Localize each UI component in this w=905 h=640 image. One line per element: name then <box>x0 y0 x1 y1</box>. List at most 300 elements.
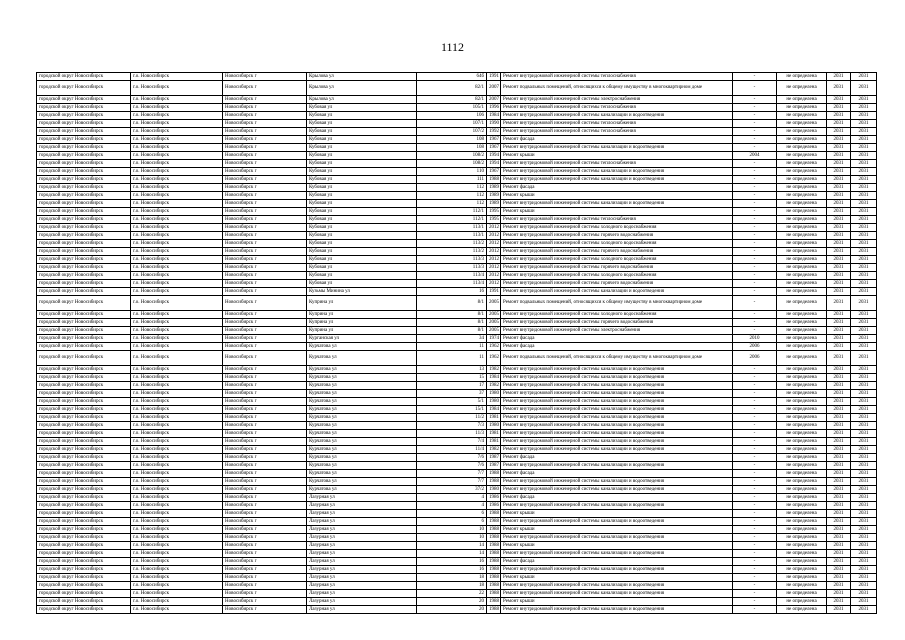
table-row <box>37 112 877 120</box>
settlement-cell: г.о. Новосибирск <box>131 590 223 598</box>
plan-end-cell: 2031 <box>851 382 877 390</box>
street-cell: Курчатова ул <box>307 486 417 494</box>
plan-end-cell: 2031 <box>851 454 877 462</box>
street-cell: Лазурная ул <box>307 606 417 614</box>
work-type-cell: Ремонт внутридомовой инженерной системы канализации и водоотведения <box>501 374 733 382</box>
work-type-cell: Ремонт внутридомовой инженерной системы канализации и водоотведения <box>501 478 733 486</box>
capital-repair-table <box>36 72 877 614</box>
plan-end-cell: 2031 <box>851 550 877 558</box>
plan-end-cell: 2031 <box>851 335 877 343</box>
table-row <box>37 96 877 104</box>
plan-end-cell: 2031 <box>851 566 877 574</box>
year-built-cell: 1994 <box>487 152 501 160</box>
work-type-cell: Ремонт подвальных помещений, относящихся к общему имуществу в многоквартирном доме <box>501 81 733 96</box>
plan-end-cell: 2031 <box>851 462 877 470</box>
city-cell: Новосибирск г <box>223 542 307 550</box>
year-built-cell: 2005 <box>487 311 501 319</box>
last-repair-cell: - <box>733 526 777 534</box>
cost-cell: не определена <box>777 446 827 454</box>
plan-end-cell: 2031 <box>851 311 877 319</box>
last-repair-cell: 2006 <box>733 343 777 351</box>
plan-end-cell: 2031 <box>851 208 877 216</box>
plan-start-cell: 2031 <box>827 422 851 430</box>
table-row <box>37 351 877 366</box>
table-row <box>37 550 877 558</box>
municipality-cell: городской округ Новосибирск <box>37 104 131 112</box>
year-built-cell: 1967 <box>487 144 501 152</box>
cost-cell: не определена <box>777 168 827 176</box>
city-cell: Новосибирск г <box>223 494 307 502</box>
house-cell: 11 <box>417 351 487 366</box>
last-repair-cell: - <box>733 256 777 264</box>
settlement-cell: г.о. Новосибирск <box>131 120 223 128</box>
plan-start-cell: 2031 <box>827 366 851 374</box>
year-built-cell: 1988 <box>487 606 501 614</box>
street-cell: Кубовая ул <box>307 192 417 200</box>
settlement-cell: г.о. Новосибирск <box>131 256 223 264</box>
last-repair-cell: - <box>733 550 777 558</box>
last-repair-cell: - <box>733 248 777 256</box>
street-cell: Кубовая ул <box>307 248 417 256</box>
house-cell: 37/2 <box>417 486 487 494</box>
street-cell: Лазурная ул <box>307 550 417 558</box>
street-cell: Кубовая ул <box>307 136 417 144</box>
municipality-cell: городской округ Новосибирск <box>37 296 131 311</box>
table-row <box>37 208 877 216</box>
cost-cell: не определена <box>777 414 827 422</box>
last-repair-cell: - <box>733 224 777 232</box>
work-type-cell: Ремонт внутридомовой инженерной системы канализации и водоотведения <box>501 398 733 406</box>
work-type-cell: Ремонт внутридомовой инженерной системы канализации и водоотведения <box>501 486 733 494</box>
year-built-cell: 2012 <box>487 240 501 248</box>
table-row <box>37 81 877 96</box>
city-cell: Новосибирск г <box>223 136 307 144</box>
table-row <box>37 462 877 470</box>
year-built-cell: 1962 <box>487 351 501 366</box>
street-cell: Лазурная ул <box>307 558 417 566</box>
city-cell: Новосибирск г <box>223 208 307 216</box>
last-repair-cell: - <box>733 366 777 374</box>
house-cell: 111 <box>417 176 487 184</box>
street-cell: Крылова ул <box>307 73 417 81</box>
last-repair-cell: - <box>733 73 777 81</box>
last-repair-cell: 2006 <box>733 351 777 366</box>
municipality-cell: городской округ Новосибирск <box>37 438 131 446</box>
table-row <box>37 176 877 184</box>
table-body <box>37 73 877 614</box>
plan-start-cell: 2031 <box>827 256 851 264</box>
last-repair-cell: - <box>733 81 777 96</box>
city-cell: Новосибирск г <box>223 351 307 366</box>
plan-start-cell: 2031 <box>827 478 851 486</box>
last-repair-cell: - <box>733 216 777 224</box>
municipality-cell: городской округ Новосибирск <box>37 248 131 256</box>
plan-start-cell: 2031 <box>827 192 851 200</box>
plan-end-cell: 2031 <box>851 574 877 582</box>
last-repair-cell: - <box>733 606 777 614</box>
last-repair-cell: - <box>733 104 777 112</box>
settlement-cell: г.о. Новосибирск <box>131 112 223 120</box>
settlement-cell: г.о. Новосибирск <box>131 224 223 232</box>
last-repair-cell: - <box>733 264 777 272</box>
plan-start-cell: 2031 <box>827 486 851 494</box>
table-row <box>37 398 877 406</box>
table-row <box>37 438 877 446</box>
plan-start-cell: 2031 <box>827 248 851 256</box>
cost-cell: не определена <box>777 128 827 136</box>
work-type-cell: Ремонт внутридомовой инженерной системы канализации и водоотведения <box>501 200 733 208</box>
plan-start-cell: 2031 <box>827 343 851 351</box>
work-type-cell: Ремонт внутридомовой инженерной системы канализации и водоотведения <box>501 144 733 152</box>
last-repair-cell: - <box>733 590 777 598</box>
municipality-cell: городской округ Новосибирск <box>37 398 131 406</box>
settlement-cell: г.о. Новосибирск <box>131 462 223 470</box>
plan-start-cell: 2031 <box>827 288 851 296</box>
plan-start-cell: 2031 <box>827 590 851 598</box>
city-cell: Новосибирск г <box>223 550 307 558</box>
street-cell: Кузьмы Минина ул <box>307 288 417 296</box>
plan-end-cell: 2031 <box>851 374 877 382</box>
plan-start-cell: 2031 <box>827 398 851 406</box>
city-cell: Новосибирск г <box>223 502 307 510</box>
house-cell: 7/4 <box>417 438 487 446</box>
settlement-cell: г.о. Новосибирск <box>131 438 223 446</box>
year-built-cell: 1988 <box>487 566 501 574</box>
plan-end-cell: 2031 <box>851 104 877 112</box>
municipality-cell: городской округ Новосибирск <box>37 351 131 366</box>
house-cell: 112/1 <box>417 216 487 224</box>
work-type-cell: Ремонт внутридомовой инженерной системы холодного водоснабжения <box>501 224 733 232</box>
street-cell: Курчатова ул <box>307 478 417 486</box>
plan-end-cell: 2031 <box>851 288 877 296</box>
year-built-cell: 1994 <box>487 160 501 168</box>
work-type-cell: Ремонт внутридомовой инженерной системы канализации и водоотведения <box>501 366 733 374</box>
plan-end-cell: 2031 <box>851 398 877 406</box>
last-repair-cell: - <box>733 430 777 438</box>
year-built-cell: 1989 <box>487 200 501 208</box>
street-cell: Курчатова ул <box>307 430 417 438</box>
year-built-cell: 1996 <box>487 104 501 112</box>
street-cell: Крылова ул <box>307 81 417 96</box>
last-repair-cell: 2010 <box>733 335 777 343</box>
city-cell: Новосибирск г <box>223 430 307 438</box>
municipality-cell: городской округ Новосибирск <box>37 534 131 542</box>
settlement-cell: г.о. Новосибирск <box>131 422 223 430</box>
house-cell: 108/2 <box>417 152 487 160</box>
house-cell: 11 <box>417 343 487 351</box>
year-built-cell: 1981 <box>487 438 501 446</box>
year-built-cell: 1984 <box>487 406 501 414</box>
cost-cell: не определена <box>777 152 827 160</box>
cost-cell: не определена <box>777 406 827 414</box>
plan-end-cell: 2031 <box>851 526 877 534</box>
cost-cell: не определена <box>777 160 827 168</box>
year-built-cell: 2012 <box>487 264 501 272</box>
work-type-cell: Ремонт фасада <box>501 136 733 144</box>
plan-end-cell: 2031 <box>851 184 877 192</box>
last-repair-cell: - <box>733 494 777 502</box>
house-cell: 37 <box>417 390 487 398</box>
year-built-cell: 2005 <box>487 296 501 311</box>
house-cell: 64б <box>417 73 487 81</box>
street-cell: Кубовая ул <box>307 200 417 208</box>
plan-start-cell: 2031 <box>827 430 851 438</box>
plan-end-cell: 2031 <box>851 478 877 486</box>
house-cell: 8/1 <box>417 311 487 319</box>
city-cell: Новосибирск г <box>223 518 307 526</box>
settlement-cell: г.о. Новосибирск <box>131 343 223 351</box>
house-cell: 105/1 <box>417 104 487 112</box>
work-type-cell: Ремонт внутридомовой инженерной системы канализации и водоотведения <box>501 438 733 446</box>
work-type-cell: Ремонт внутридомовой инженерной системы холодного водоснабжения <box>501 272 733 280</box>
house-cell: 34 <box>417 335 487 343</box>
cost-cell: не определена <box>777 176 827 184</box>
last-repair-cell: - <box>733 454 777 462</box>
cost-cell: не определена <box>777 264 827 272</box>
city-cell: Новосибирск г <box>223 366 307 374</box>
cost-cell: не определена <box>777 606 827 614</box>
cost-cell: не определена <box>777 192 827 200</box>
plan-end-cell: 2031 <box>851 494 877 502</box>
plan-end-cell: 2031 <box>851 200 877 208</box>
year-built-cell: 1988 <box>487 550 501 558</box>
cost-cell: не определена <box>777 120 827 128</box>
house-cell: 106 <box>417 112 487 120</box>
last-repair-cell: - <box>733 518 777 526</box>
cost-cell: не определена <box>777 256 827 264</box>
year-built-cell: 1984 <box>487 112 501 120</box>
last-repair-cell: - <box>733 96 777 104</box>
street-cell: Курчатова ул <box>307 351 417 366</box>
plan-end-cell: 2031 <box>851 343 877 351</box>
table-row <box>37 319 877 327</box>
cost-cell: не определена <box>777 478 827 486</box>
municipality-cell: городской округ Новосибирск <box>37 176 131 184</box>
street-cell: Лазурная ул <box>307 574 417 582</box>
settlement-cell: г.о. Новосибирск <box>131 200 223 208</box>
house-cell: 10 <box>417 526 487 534</box>
last-repair-cell: - <box>733 136 777 144</box>
cost-cell: не определена <box>777 216 827 224</box>
plan-end-cell: 2031 <box>851 470 877 478</box>
plan-start-cell: 2031 <box>827 128 851 136</box>
year-built-cell: 1988 <box>487 478 501 486</box>
city-cell: Новосибирск г <box>223 112 307 120</box>
plan-start-cell: 2031 <box>827 446 851 454</box>
year-built-cell: 1991 <box>487 73 501 81</box>
city-cell: Новосибирск г <box>223 510 307 518</box>
cost-cell: не определена <box>777 224 827 232</box>
table-row <box>37 494 877 502</box>
table-row <box>37 73 877 81</box>
year-built-cell: 1988 <box>487 518 501 526</box>
settlement-cell: г.о. Новосибирск <box>131 454 223 462</box>
city-cell: Новосибирск г <box>223 288 307 296</box>
plan-end-cell: 2031 <box>851 422 877 430</box>
city-cell: Новосибирск г <box>223 590 307 598</box>
street-cell: Курчатова ул <box>307 446 417 454</box>
street-cell: Курчатова ул <box>307 390 417 398</box>
last-repair-cell: - <box>733 566 777 574</box>
house-cell: 16 <box>417 558 487 566</box>
table-row <box>37 224 877 232</box>
plan-end-cell: 2031 <box>851 430 877 438</box>
work-type-cell: Ремонт внутридомовой инженерной системы холодного водоснабжения <box>501 311 733 319</box>
year-built-cell: 1995 <box>487 216 501 224</box>
last-repair-cell: - <box>733 414 777 422</box>
plan-end-cell: 2031 <box>851 534 877 542</box>
municipality-cell: городской округ Новосибирск <box>37 502 131 510</box>
plan-start-cell: 2031 <box>827 582 851 590</box>
work-type-cell: Ремонт внутридомовой инженерной системы теплоснабжения <box>501 216 733 224</box>
street-cell: Кубовая ул <box>307 168 417 176</box>
year-built-cell: 1988 <box>487 470 501 478</box>
house-cell: 107/1 <box>417 120 487 128</box>
cost-cell: не определена <box>777 335 827 343</box>
house-cell: 108 <box>417 136 487 144</box>
cost-cell: не определена <box>777 590 827 598</box>
last-repair-cell: - <box>733 582 777 590</box>
house-cell: 112 <box>417 200 487 208</box>
year-built-cell: 1989 <box>487 184 501 192</box>
municipality-cell: городской округ Новосибирск <box>37 280 131 288</box>
city-cell: Новосибирск г <box>223 256 307 264</box>
settlement-cell: г.о. Новосибирск <box>131 486 223 494</box>
plan-start-cell: 2031 <box>827 414 851 422</box>
table-row <box>37 478 877 486</box>
plan-start-cell: 2031 <box>827 598 851 606</box>
table-row <box>37 510 877 518</box>
city-cell: Новосибирск г <box>223 96 307 104</box>
settlement-cell: г.о. Новосибирск <box>131 518 223 526</box>
street-cell: Курчатова ул <box>307 414 417 422</box>
last-repair-cell: - <box>733 240 777 248</box>
plan-start-cell: 2031 <box>827 606 851 614</box>
settlement-cell: г.о. Новосибирск <box>131 510 223 518</box>
plan-end-cell: 2031 <box>851 510 877 518</box>
table-row <box>37 406 877 414</box>
house-cell: 8/1 <box>417 319 487 327</box>
table-row <box>37 264 877 272</box>
house-cell: 18 <box>417 582 487 590</box>
last-repair-cell: - <box>733 446 777 454</box>
year-built-cell: 1967 <box>487 168 501 176</box>
house-cell: 8/1 <box>417 327 487 335</box>
settlement-cell: г.о. Новосибирск <box>131 280 223 288</box>
settlement-cell: г.о. Новосибирск <box>131 414 223 422</box>
table-row <box>37 128 877 136</box>
year-built-cell: 1991 <box>487 288 501 296</box>
plan-start-cell: 2031 <box>827 470 851 478</box>
work-type-cell: Ремонт крыши <box>501 526 733 534</box>
work-type-cell: Ремонт фасада <box>501 470 733 478</box>
last-repair-cell: - <box>733 510 777 518</box>
street-cell: Кубовая ул <box>307 208 417 216</box>
city-cell: Новосибирск г <box>223 390 307 398</box>
city-cell: Новосибирск г <box>223 327 307 335</box>
street-cell: Кубовая ул <box>307 240 417 248</box>
cost-cell: не определена <box>777 272 827 280</box>
work-type-cell: Ремонт внутридомовой инженерной системы электроснабжения <box>501 96 733 104</box>
street-cell: Кубовая ул <box>307 120 417 128</box>
last-repair-cell: - <box>733 598 777 606</box>
work-type-cell: Ремонт внутридомовой инженерной системы теплоснабжения <box>501 73 733 81</box>
settlement-cell: г.о. Новосибирск <box>131 144 223 152</box>
city-cell: Новосибирск г <box>223 582 307 590</box>
table-row <box>37 272 877 280</box>
plan-end-cell: 2031 <box>851 366 877 374</box>
city-cell: Новосибирск г <box>223 606 307 614</box>
cost-cell: не определена <box>777 486 827 494</box>
street-cell: Кубовая ул <box>307 272 417 280</box>
plan-start-cell: 2031 <box>827 327 851 335</box>
cost-cell: не определена <box>777 240 827 248</box>
plan-start-cell: 2031 <box>827 574 851 582</box>
settlement-cell: г.о. Новосибирск <box>131 351 223 366</box>
settlement-cell: г.о. Новосибирск <box>131 208 223 216</box>
work-type-cell: Ремонт внутридомовой инженерной системы канализации и водоотведения <box>501 502 733 510</box>
work-type-cell: Ремонт внутридомовой инженерной системы канализации и водоотведения <box>501 390 733 398</box>
house-cell: 6 <box>417 518 487 526</box>
city-cell: Новосибирск г <box>223 73 307 81</box>
settlement-cell: г.о. Новосибирск <box>131 96 223 104</box>
work-type-cell: Ремонт внутридомовой инженерной системы холодного водоснабжения <box>501 240 733 248</box>
house-cell: 17 <box>417 382 487 390</box>
street-cell: Кубовая ул <box>307 264 417 272</box>
street-cell: Кубовая ул <box>307 280 417 288</box>
plan-start-cell: 2031 <box>827 216 851 224</box>
cost-cell: не определена <box>777 382 827 390</box>
year-built-cell: 1962 <box>487 343 501 351</box>
municipality-cell: городской округ Новосибирск <box>37 590 131 598</box>
table-row <box>37 502 877 510</box>
table-row <box>37 144 877 152</box>
municipality-cell: городской округ Новосибирск <box>37 550 131 558</box>
work-type-cell: Ремонт внутридомовой инженерной системы теплоснабжения <box>501 160 733 168</box>
cost-cell: не определена <box>777 351 827 366</box>
table-row <box>37 534 877 542</box>
plan-start-cell: 2031 <box>827 81 851 96</box>
city-cell: Новосибирск г <box>223 566 307 574</box>
table-row <box>37 598 877 606</box>
city-cell: Новосибирск г <box>223 422 307 430</box>
settlement-cell: г.о. Новосибирск <box>131 319 223 327</box>
table-row <box>37 446 877 454</box>
house-cell: 7/6 <box>417 454 487 462</box>
plan-end-cell: 2031 <box>851 81 877 96</box>
table-row <box>37 422 877 430</box>
settlement-cell: г.о. Новосибирск <box>131 176 223 184</box>
plan-start-cell: 2031 <box>827 296 851 311</box>
last-repair-cell: - <box>733 390 777 398</box>
last-repair-cell: - <box>733 208 777 216</box>
settlement-cell: г.о. Новосибирск <box>131 550 223 558</box>
municipality-cell: городской округ Новосибирск <box>37 542 131 550</box>
settlement-cell: г.о. Новосибирск <box>131 446 223 454</box>
municipality-cell: городской округ Новосибирск <box>37 582 131 590</box>
work-type-cell: Ремонт фасада <box>501 184 733 192</box>
municipality-cell: городской округ Новосибирск <box>37 518 131 526</box>
municipality-cell: городской округ Новосибирск <box>37 168 131 176</box>
table-row <box>37 390 877 398</box>
plan-start-cell: 2031 <box>827 120 851 128</box>
work-type-cell: Ремонт крыши <box>501 192 733 200</box>
street-cell: Курчатова ул <box>307 343 417 351</box>
work-type-cell: Ремонт внутридомовой инженерной системы канализации и водоотведения <box>501 422 733 430</box>
plan-start-cell: 2031 <box>827 311 851 319</box>
plan-end-cell: 2031 <box>851 73 877 81</box>
settlement-cell: г.о. Новосибирск <box>131 152 223 160</box>
